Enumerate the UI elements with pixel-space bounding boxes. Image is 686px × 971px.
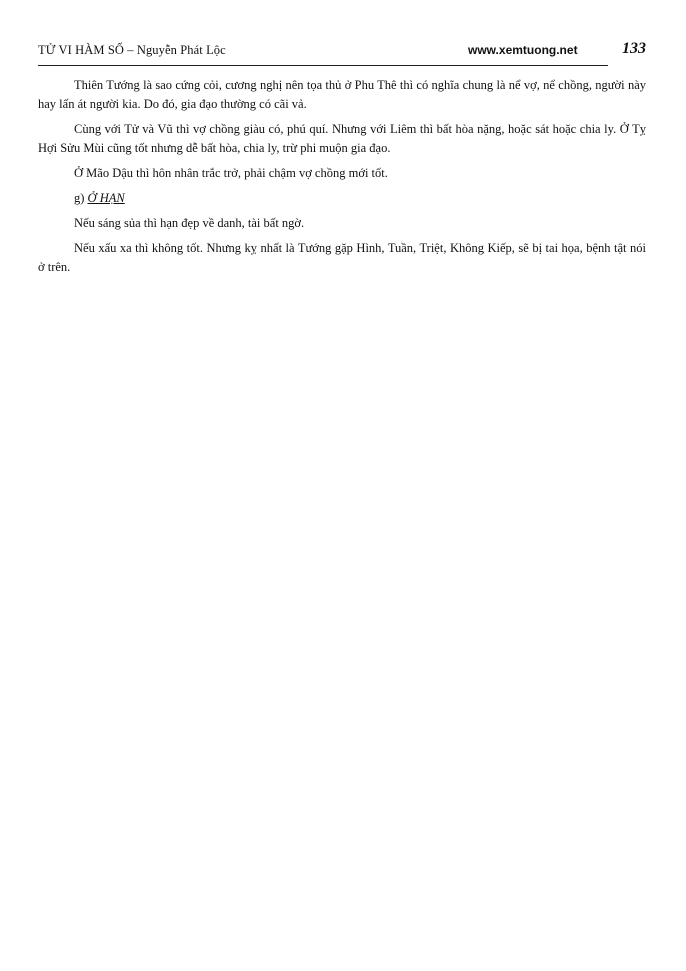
header-title: TỬ VI HÀM SỐ – Nguyễn Phát Lộc — [38, 43, 226, 57]
paragraph: Cùng với Tử và Vũ thì vợ chồng giàu có, phú quí. Nhưng với Liêm thì bất hòa nặng, hoặc sát hoặc chia ly. Ở Tỵ Hợi Sửu Mùi cũng tốt nhưng dễ bất hòa, chia ly, trừ phi muộn gia đạo. — [38, 122, 646, 155]
paragraph: Thiên Tướng là sao cứng cỏi, cương nghị nên tọa thủ ở Phu Thê thì có nghĩa chung là nể vợ, nể chồng, người này hay lấn át người kia. Do đó, gia đạo thường có cãi vả. — [38, 78, 646, 111]
page-header — [38, 40, 646, 64]
paragraph: Nếu sáng sủa thì hạn đẹp về danh, tài bất ngờ. — [74, 216, 305, 230]
page-body — [38, 76, 646, 283]
header-divider — [38, 65, 608, 66]
section-heading — [38, 189, 646, 208]
page-number: 133 — [622, 40, 646, 57]
section-title: Ở HẠN — [87, 191, 125, 205]
paragraph: Nếu xấu xa thì không tốt. Nhưng kỵ nhất là Tướng gặp Hình, Tuần, Triệt, Không Kiếp, sẽ bị tai họa, bệnh tật nói ở trên. — [38, 241, 646, 274]
header-website: www.xemtuong.net — [468, 43, 578, 57]
section-prefix: g) — [74, 191, 88, 205]
paragraph: Ở Mão Dậu thì hôn nhân trắc trở, phải chậm vợ chồng mới tốt. — [74, 166, 388, 180]
